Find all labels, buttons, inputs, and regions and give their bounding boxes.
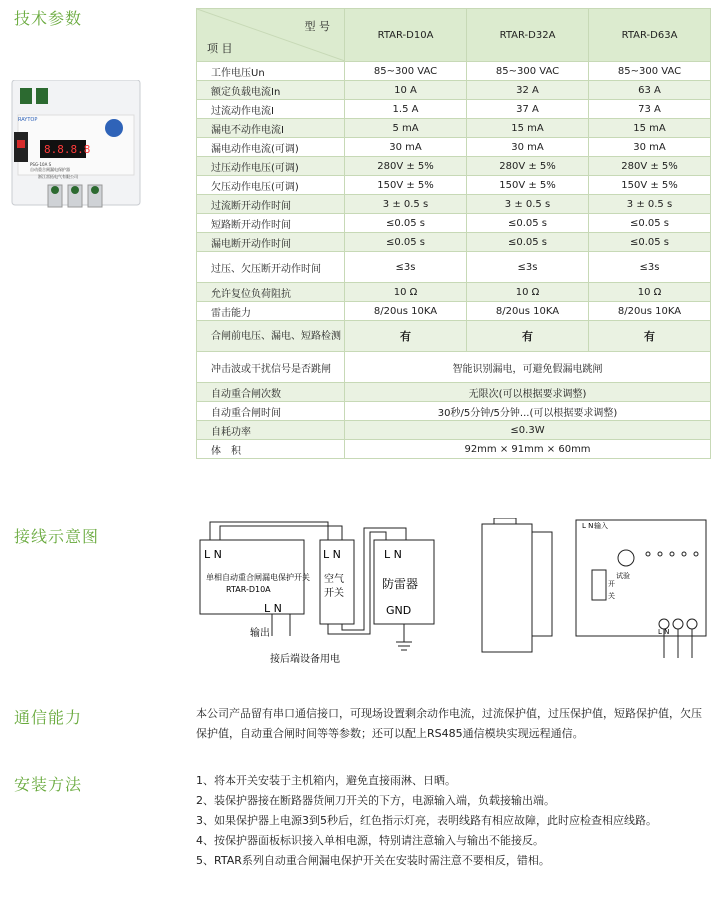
spec-row-merged <box>197 402 711 421</box>
spec-cell: ≤0.05 s <box>467 233 589 252</box>
spec-row-label: 合闸前电压、漏电、短路检测 <box>197 321 345 352</box>
device-image <box>8 80 148 230</box>
spec-row-label: 漏电不动作电流I <box>197 119 345 138</box>
spec-row <box>197 195 711 214</box>
spec-row <box>197 283 711 302</box>
spec-cell: 10 Ω <box>589 283 711 302</box>
wiring-caption: 接后端设备用电 <box>270 654 340 665</box>
device-brand: RAYTOP <box>18 117 38 123</box>
spec-row-label: 自动重合闸时间 <box>197 402 345 421</box>
front-input-label: 输入 <box>594 522 608 530</box>
spec-cell: 37 A <box>467 100 589 119</box>
spec-cell-merged: ≤0.3W <box>345 421 711 440</box>
spec-row <box>197 176 711 195</box>
spec-cell: 5 mA <box>345 119 467 138</box>
arrester-label: 防雷器 <box>382 577 419 591</box>
spec-cell: 8/20us 10KA <box>345 302 467 321</box>
spec-cell: 30 mA <box>589 138 711 157</box>
model-header-3: RTAR-D63A <box>589 9 711 62</box>
install-steps <box>196 771 657 871</box>
spec-cell: 10 Ω <box>345 283 467 302</box>
spec-cell: ≤0.05 s <box>589 214 711 233</box>
spec-row-label: 漏电断开动作时间 <box>197 233 345 252</box>
spec-row-label: 体 积 <box>197 440 345 459</box>
spec-cell: 10 Ω <box>467 283 589 302</box>
install-step-2: 2、装保护器接在断路器货闸刀开关的下方，电源输入端，负载接输出端。 <box>196 794 555 807</box>
device-name: 自动重合闸漏电保护器 <box>30 167 70 172</box>
spec-cell: ≤3s <box>467 252 589 283</box>
spec-cell: 85~300 VAC <box>467 62 589 81</box>
spec-row <box>197 302 711 321</box>
wiring-ln-out: L N <box>264 602 282 615</box>
spec-cell-merged: 30秒/5分钟/5分钟...(可以根据要求调整) <box>345 402 711 421</box>
spec-cell: 8/20us 10KA <box>589 302 711 321</box>
spec-row-merged <box>197 440 711 459</box>
spec-row-label: 漏电动作电流(可调) <box>197 138 345 157</box>
arrester-ln: L N <box>384 548 402 561</box>
wiring-ln-top: L N <box>204 548 222 561</box>
wiring-device-name: 单相自动重合闸漏电保护开关 <box>206 573 310 582</box>
spec-cell: 85~300 VAC <box>589 62 711 81</box>
spec-cell: 3 ± 0.5 s <box>467 195 589 214</box>
model-header-2: RTAR-D32A <box>467 9 589 62</box>
spec-row-label: 自耗功率 <box>197 421 345 440</box>
spec-table <box>196 8 711 459</box>
spec-row-label: 自动重合闸次数 <box>197 383 345 402</box>
spec-row-label: 允许复位负荷阻抗 <box>197 283 345 302</box>
section-title-wiring: 接线示意图 <box>14 527 100 546</box>
spec-cell: 有 <box>345 321 467 352</box>
front-on-label: 开 <box>608 580 615 588</box>
breaker-label-1: 空气 <box>324 574 344 585</box>
install-step-4: 4、按保护器面板标识接入单相电源，特别请注意输入与输出不能接反。 <box>196 834 544 847</box>
spec-cell: 30 mA <box>467 138 589 157</box>
front-off-label: 关 <box>608 592 615 600</box>
front-ln-label: L N <box>582 522 594 530</box>
svg-text:8.8.8.8: 8.8.8.8 <box>44 143 91 156</box>
spec-cell: 有 <box>467 321 589 352</box>
spec-row-label: 欠压动作电压(可调) <box>197 176 345 195</box>
wiring-device-model: RTAR-D10A <box>226 585 271 594</box>
spec-row-label: 冲击波或干扰信号是否跳闸 <box>197 352 345 383</box>
spec-row-merged <box>197 383 711 402</box>
spec-cell: 63 A <box>589 81 711 100</box>
spec-row-label: 过流断开动作时间 <box>197 195 345 214</box>
front-ln-bottom: L N <box>658 628 670 636</box>
spec-cell: 73 A <box>589 100 711 119</box>
spec-cell: 150V ± 5% <box>589 176 711 195</box>
device-maker: 浙江雷拓电气有限公司 <box>38 174 78 179</box>
spec-row <box>197 157 711 176</box>
spec-cell: 15 mA <box>467 119 589 138</box>
model-header-1: RTAR-D10A <box>345 9 467 62</box>
spec-cell: 150V ± 5% <box>467 176 589 195</box>
spec-cell: 15 mA <box>589 119 711 138</box>
spec-row-label: 雷击能力 <box>197 302 345 321</box>
spec-row <box>197 252 711 283</box>
spec-cell: 30 mA <box>345 138 467 157</box>
spec-row-label: 过压动作电压(可调) <box>197 157 345 176</box>
spec-row-label: 额定负载电流In <box>197 81 345 100</box>
spec-cell: 150V ± 5% <box>345 176 467 195</box>
spec-row <box>197 81 711 100</box>
breaker-ln: L N <box>323 548 341 561</box>
section-title-tech: 技术参数 <box>14 9 83 28</box>
spec-row <box>197 214 711 233</box>
spec-cell: 3 ± 0.5 s <box>589 195 711 214</box>
spec-cell: ≤0.05 s <box>467 214 589 233</box>
table-header-corner <box>197 9 345 62</box>
spec-row-label: 过流动作电流I <box>197 100 345 119</box>
spec-cell: 1.5 A <box>345 100 467 119</box>
spec-cell: 32 A <box>467 81 589 100</box>
front-test-label: 试验 <box>616 572 630 580</box>
install-step-5: 5、RTAR系列自动重合闸漏电保护开关在安装时需注意不要相反，错相。 <box>196 854 550 867</box>
comm-paragraph: 本公司产品留有串口通信接口，可现场设置剩余动作电流，过流保护值，过压保护值，短路保护值，欠压保护值，自动重合闸时间等等参数；还可以配上RS485通信模块实现远程通信。 <box>196 707 702 740</box>
header-item-label: 项 目 <box>207 42 233 55</box>
device-model: PSG-10A S <box>30 162 52 167</box>
spec-row <box>197 233 711 252</box>
spec-cell-merged: 智能识别漏电，可避免假漏电跳闸 <box>345 352 711 383</box>
spec-cell: 10 A <box>345 81 467 100</box>
spec-cell: 有 <box>589 321 711 352</box>
wiring-diagram <box>196 518 712 668</box>
install-step-3: 3、如果保护器上电源3到5秒后，红色指示灯亮，表明线路有相应故障，此时应检查相应线路。 <box>196 814 657 827</box>
spec-row-label: 过压、欠压断开动作时间 <box>197 252 345 283</box>
spec-cell: ≤3s <box>589 252 711 283</box>
spec-cell-merged: 92mm × 91mm × 60mm <box>345 440 711 459</box>
spec-cell: ≤3s <box>345 252 467 283</box>
spec-row <box>197 62 711 81</box>
spec-row <box>197 138 711 157</box>
gnd-label: GND <box>386 604 412 617</box>
spec-row <box>197 321 711 352</box>
spec-cell: 280V ± 5% <box>345 157 467 176</box>
spec-row-merged <box>197 352 711 383</box>
spec-row-merged <box>197 421 711 440</box>
header-model-label: 型 号 <box>304 20 330 33</box>
section-title-comm: 通信能力 <box>14 708 83 727</box>
section-title-install: 安装方法 <box>14 775 83 794</box>
spec-cell: ≤0.05 s <box>589 233 711 252</box>
spec-row-label: 工作电压Un <box>197 62 345 81</box>
spec-cell: 3 ± 0.5 s <box>345 195 467 214</box>
spec-cell: ≤0.05 s <box>345 214 467 233</box>
spec-cell-merged: 无限次(可以根据要求调整) <box>345 383 711 402</box>
spec-cell: 8/20us 10KA <box>467 302 589 321</box>
spec-cell: 280V ± 5% <box>589 157 711 176</box>
spec-cell: 85~300 VAC <box>345 62 467 81</box>
install-step-1: 1、将本开关安装于主机箱内，避免直接雨淋、日晒。 <box>196 774 456 787</box>
spec-row <box>197 100 711 119</box>
spec-row <box>197 119 711 138</box>
spec-cell: ≤0.05 s <box>345 233 467 252</box>
breaker-label-2: 开关 <box>324 588 344 599</box>
wiring-output-label: 输出 <box>250 628 270 639</box>
spec-row-label: 短路断开动作时间 <box>197 214 345 233</box>
spec-cell: 280V ± 5% <box>467 157 589 176</box>
